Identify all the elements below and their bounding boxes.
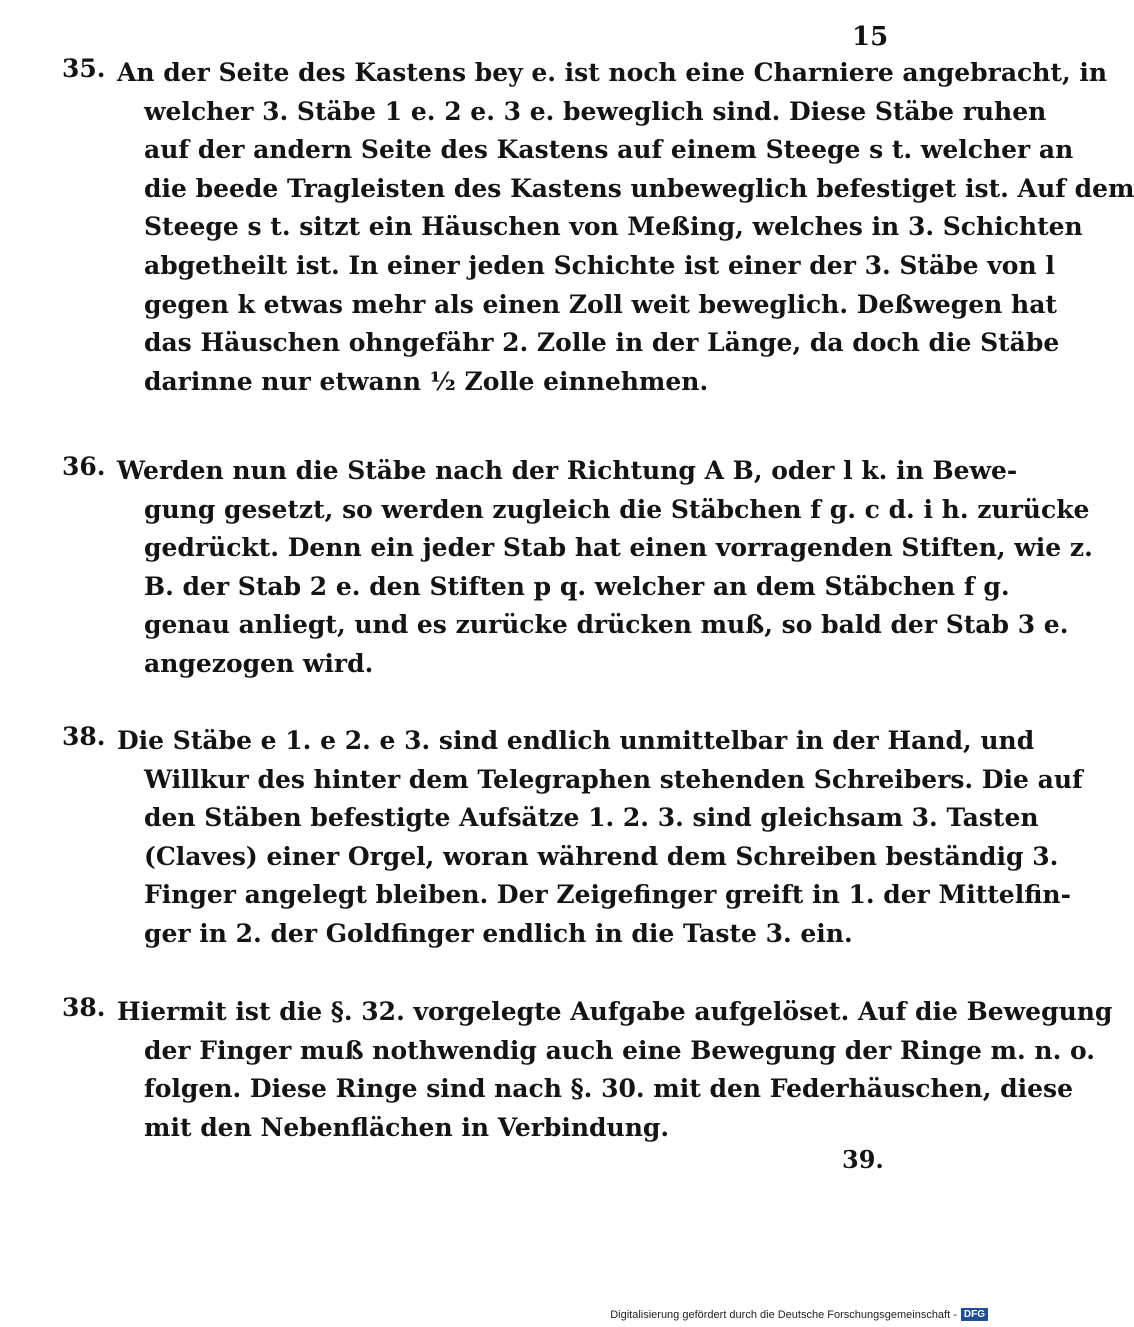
text-line: ger in 2. der Goldfinger endlich in die Taste 3. ein. bbox=[144, 918, 853, 948]
catchword: 39. bbox=[842, 1145, 884, 1174]
credit-text: Digitalisierung gefördert durch die Deutsche Forschungsgemeinschaft - bbox=[610, 1308, 957, 1321]
text-line: gung gesetzt, so werden zugleich die Stäbchen f g. c d. i h. zurücke bbox=[144, 494, 1090, 524]
text-line: das Häuschen ohngefähr 2. Zolle in der Länge, da doch die Stäbe bbox=[144, 328, 1060, 358]
paragraph-number: 35. bbox=[62, 54, 106, 83]
text-line: angezogen wird. bbox=[144, 648, 374, 678]
text-line: An der Seite des Kastens bey e. ist noch eine Charniere angebracht, in bbox=[117, 58, 1108, 87]
dfg-logo: DFG bbox=[961, 1308, 988, 1321]
paragraph-38-first bbox=[62, 722, 1083, 954]
paragraph-36 bbox=[62, 452, 1093, 684]
text-line: folgen. Diese Ringe sind nach §. 30. mit den Federhäuschen, diese bbox=[144, 1074, 1073, 1104]
digitization-credit bbox=[610, 1308, 988, 1321]
text-line: abgetheilt ist. In einer jeden Schichte ist einer der 3. Stäbe von l bbox=[144, 250, 1055, 280]
text-line: Steege s t. sitzt ein Häuschen von Meßing, welches in 3. Schichten bbox=[144, 212, 1083, 242]
text-line: Willkur des hinter dem Telegraphen stehenden Schreibers. Die auf bbox=[144, 764, 1083, 794]
paragraph-35 bbox=[62, 54, 1134, 401]
text-line: B. der Stab 2 e. den Stiften p q. welcher an dem Stäbchen f g. bbox=[144, 571, 1010, 601]
text-line: genau anliegt, und es zurücke drücken muß, so bald der Stab 3 e. bbox=[144, 610, 1069, 640]
text-line: auf der andern Seite des Kastens auf einem Steege s t. welcher an bbox=[144, 135, 1074, 165]
paragraph-number: 38. bbox=[62, 722, 106, 751]
text-line: Hiermit ist die §. 32. vorgelegte Aufgabe aufgelöset. Auf die Bewegung bbox=[117, 997, 1113, 1026]
text-line: welcher 3. Stäbe 1 e. 2 e. 3 e. beweglich sind. Diese Stäbe ruhen bbox=[144, 96, 1047, 126]
paragraph-38-second bbox=[62, 993, 1113, 1147]
text-line: mit den Nebenflächen in Verbindung. bbox=[144, 1112, 670, 1142]
text-line: gedrückt. Denn ein jeder Stab hat einen vorragenden Stiften, wie z. bbox=[144, 533, 1093, 563]
text-line: die beede Tragleisten des Kastens unbeweglich befestiget ist. Auf dem bbox=[144, 173, 1134, 203]
text-line: der Finger muß nothwendig auch eine Bewegung der Ringe m. n. o. bbox=[144, 1035, 1095, 1065]
text-line: Die Stäbe e 1. e 2. e 3. sind endlich unmittelbar in der Hand, und bbox=[117, 726, 1035, 755]
paragraph-number: 36. bbox=[62, 452, 106, 481]
text-line: darinne nur etwann ½ Zolle einnehmen. bbox=[144, 366, 709, 396]
text-line: den Stäben befestigte Aufsätze 1. 2. 3. sind gleichsam 3. Tasten bbox=[144, 803, 1039, 833]
page-number: 15 bbox=[852, 22, 889, 52]
paragraph-number: 38. bbox=[62, 993, 106, 1022]
text-line: Werden nun die Stäbe nach der Richtung A B, oder l k. in Bewe- bbox=[117, 456, 1018, 485]
text-line: (Claves) einer Orgel, woran während dem Schreiben beständig 3. bbox=[144, 841, 1059, 871]
text-line: Finger angelegt bleiben. Der Zeigefinger greift in 1. der Mittelfin- bbox=[144, 880, 1071, 910]
text-line: gegen k etwas mehr als einen Zoll weit beweglich. Deßwegen hat bbox=[144, 289, 1057, 319]
